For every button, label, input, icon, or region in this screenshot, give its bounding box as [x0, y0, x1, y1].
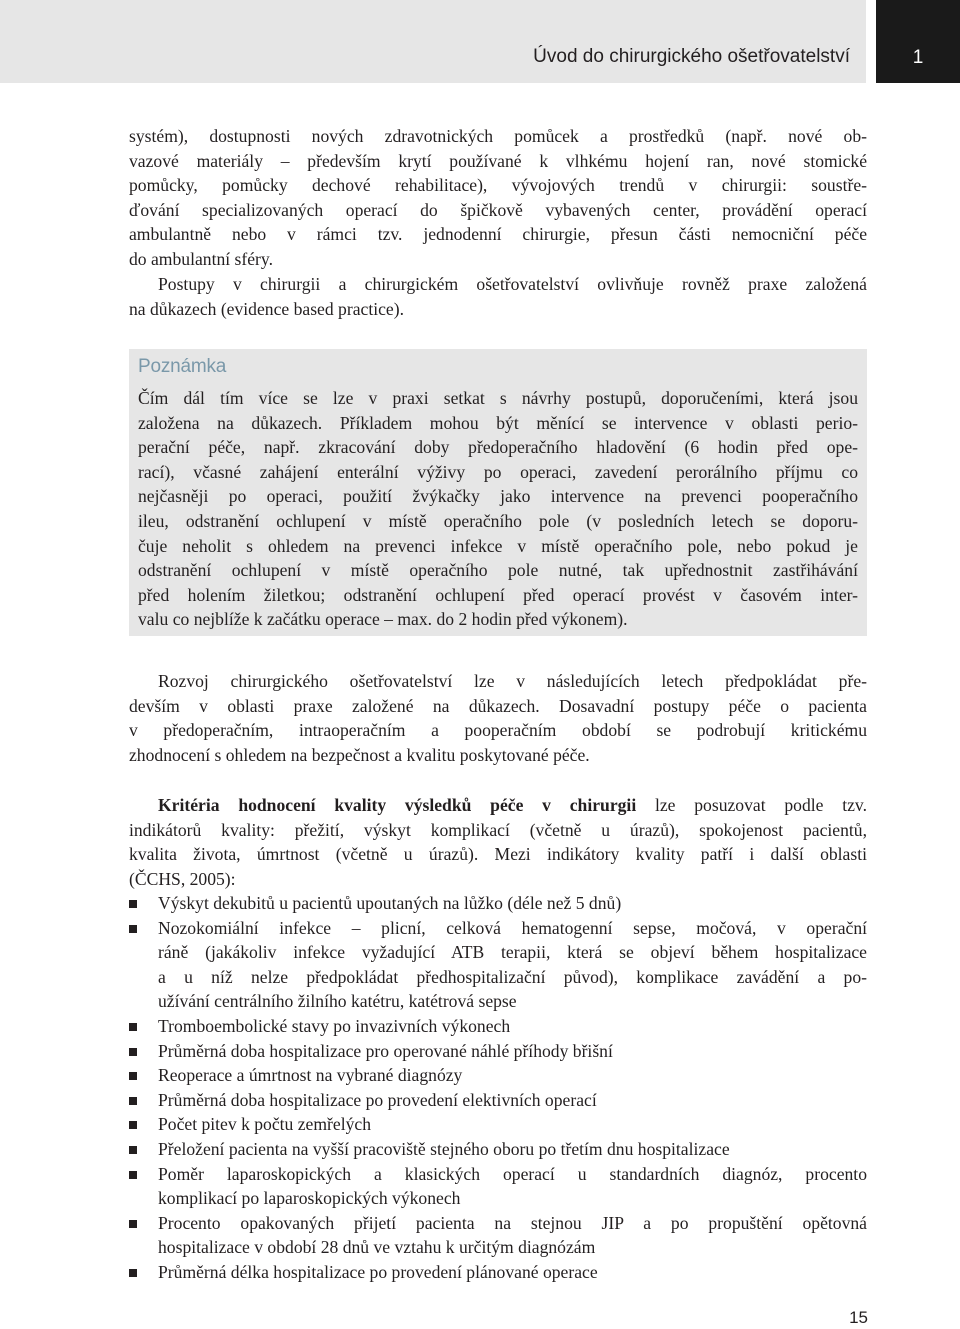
- square-bullet-icon: [129, 1121, 137, 1129]
- list-item: [129, 1088, 867, 1113]
- list-item: [129, 1063, 867, 1088]
- text-line: Přeložení pacienta na vyšší pracoviště stejného oboru po třetím dnu hospitalizace: [158, 1138, 730, 1159]
- text-line: Procento opakovaných přijetí pacienta na stejnou JIP a po propuštění opětovná: [158, 1212, 867, 1233]
- text-line: a u níž nelze předpokládat předhospitalizační původ), komplikace zavádění a po-: [158, 966, 867, 987]
- list-item: [129, 916, 867, 1014]
- text-line: komplikací po laparoskopických výkonech: [158, 1188, 461, 1209]
- list-item: [129, 891, 867, 916]
- text-line: ďování specializovaných operací do špičkově vybavených center, provádění operací: [129, 199, 867, 220]
- text-line: pomůcky, pomůcky dechové rehabilitace), vývojových trendů v chirurgii: soustře-: [129, 175, 867, 196]
- square-bullet-icon: [129, 1146, 137, 1154]
- text-line: před holením žiletkou; odstranění ochlupení před operací provést v časovém inter-: [138, 584, 858, 605]
- text-line: perační péče, např. zkracování doby předoperačního hladovění (6 hodin před ope-: [138, 437, 858, 458]
- criteria-first-line-rest: lze posuzovat podle tzv.: [636, 795, 867, 815]
- list-item: [129, 1137, 867, 1162]
- chapter-number-tab: [876, 0, 960, 83]
- square-bullet-icon: [129, 925, 137, 933]
- text-line: na důkazech (evidence based practice).: [129, 298, 404, 319]
- text-line: ileu, odstranění ochlupení v místě operačního pole (v posledních letech se doporu-: [138, 510, 858, 531]
- criteria-paragraph: [129, 793, 867, 891]
- list-item: [129, 1211, 867, 1260]
- text-line: odstranění ochlupení v místě operačního pole nutné, tak upřednostnit zastřihávání: [138, 560, 858, 581]
- text-line: ambulantně nebo v rámci tzv. jednodenní chirurgie, přesun části nemocniční péče: [129, 224, 867, 245]
- text-line: Průměrná délka hospitalizace po provedení plánované operace: [158, 1261, 598, 1282]
- text-line: Čím dál tím více se lze v praxi setkat s návrhy postupů, doporučeními, která jsou: [138, 388, 858, 408]
- text-line: hospitalizace v období 28 dnů ve vztahu k určitým diagnózám: [158, 1237, 596, 1258]
- text-line: Počet pitev k počtu zemřelých: [158, 1114, 372, 1135]
- text-line: systém), dostupnosti nových zdravotnických pomůcek a prostředků (např. nové ob-: [129, 126, 867, 146]
- square-bullet-icon: [129, 900, 137, 908]
- quality-indicator-list: [129, 891, 867, 1285]
- square-bullet-icon: [129, 1220, 137, 1228]
- list-item: [129, 1112, 867, 1137]
- text-line: Reoperace a úmrtnost na vybrané diagnózy: [158, 1065, 463, 1086]
- development-paragraph: [129, 669, 867, 767]
- criteria-bold-lead: Kritéria hodnocení kvality výsledků péče v chirurgii: [158, 795, 637, 815]
- text-line: Tromboembolické stavy po invazivních výkonech: [158, 1015, 511, 1036]
- intro-paragraph-2: [129, 272, 867, 321]
- square-bullet-icon: [129, 1097, 137, 1105]
- text-line: v předoperačním, intraoperačním a pooperačním období se podrobují kritickému: [129, 720, 867, 741]
- text-line: Nozokomiální infekce – plicní, celková hematogenní sepse, močová, v operační: [158, 917, 867, 938]
- text-line: zhodnocení s ohledem na bezpečnost a kvalitu poskytované péče.: [129, 744, 590, 765]
- square-bullet-icon: [129, 1269, 137, 1277]
- text-line: založena na důkazech. Příkladem mohou být měnící se intervence v oblasti perio-: [138, 412, 858, 433]
- square-bullet-icon: [129, 1023, 137, 1031]
- text-line: Průměrná doba hospitalizace pro operované náhlé příhody břišní: [158, 1040, 613, 1061]
- text-line: indikátorů kvality: přežití, výskyt komplikací (včetně u úrazů), spokojenost pacientů,: [129, 819, 867, 840]
- page-number: 15: [849, 1308, 868, 1327]
- text-line: Průměrná doba hospitalizace po provedení elektivních operací: [158, 1089, 597, 1110]
- text-line: rací), včasné zahájení enterální výživy po operaci, zavedení perorálního příjmu co: [138, 461, 858, 482]
- text-line: Rozvoj chirurgického ošetřovatelství lze v následujících letech předpokládat pře-: [158, 671, 867, 691]
- note-text: [138, 386, 858, 632]
- list-item: [129, 1260, 867, 1285]
- list-item: [129, 1162, 867, 1211]
- text-line: kvalita života, úmrtnost (včetně u úrazů). Mezi indikátory kvality patří i další oblasti: [129, 844, 867, 865]
- text-line: Výskyt dekubitů u pacientů upoutaných na lůžko (déle než 5 dnů): [158, 893, 622, 913]
- text-line: do ambulantní sféry.: [129, 248, 273, 269]
- list-item: [129, 1039, 867, 1064]
- list-item: [129, 1014, 867, 1039]
- text-line: ráně (jakákoliv infekce vyžadující ATB terapii, která se objeví během hospitalizace: [158, 942, 867, 963]
- text-line: (ČCHS, 2005):: [129, 868, 236, 889]
- text-line: Poměr laparoskopických a klasických operací u standardních diagnóz, procento: [158, 1163, 867, 1184]
- intro-paragraph-1: [129, 124, 867, 272]
- running-header-title: Úvod do chirurgického ošetřovatelství: [533, 46, 850, 67]
- chapter-number: 1: [912, 47, 924, 68]
- square-bullet-icon: [129, 1048, 137, 1056]
- note-title: Poznámka: [138, 356, 227, 377]
- square-bullet-icon: [129, 1072, 137, 1080]
- text-line: vazové materiály – především krytí používané k vlhkému hojení ran, nové stomické: [129, 150, 867, 171]
- text-line: čuje neholit s ohledem na prevenci infekce v místě operačního pole, nebo pokud je: [138, 535, 858, 556]
- text-line: devším v oblasti praxe založené na důkazech. Dosavadní postupy péče o pacienta: [129, 695, 867, 716]
- text-line: [129, 793, 867, 818]
- running-header: [0, 0, 866, 83]
- text-line: valu co nejblíže k začátku operace – max. do 2 hodin před výkonem).: [138, 609, 628, 630]
- text-line: užívání centrálního žilního katétru, katétrová sepse: [158, 991, 517, 1012]
- text-line: Postupy v chirurgii a chirurgickém ošetřovatelství ovlivňuje rovněž praxe založená: [158, 274, 867, 294]
- square-bullet-icon: [129, 1171, 137, 1179]
- text-line: nejčasněji po operaci, použití žvýkačky jako intervence na prevenci pooperačního: [138, 486, 858, 507]
